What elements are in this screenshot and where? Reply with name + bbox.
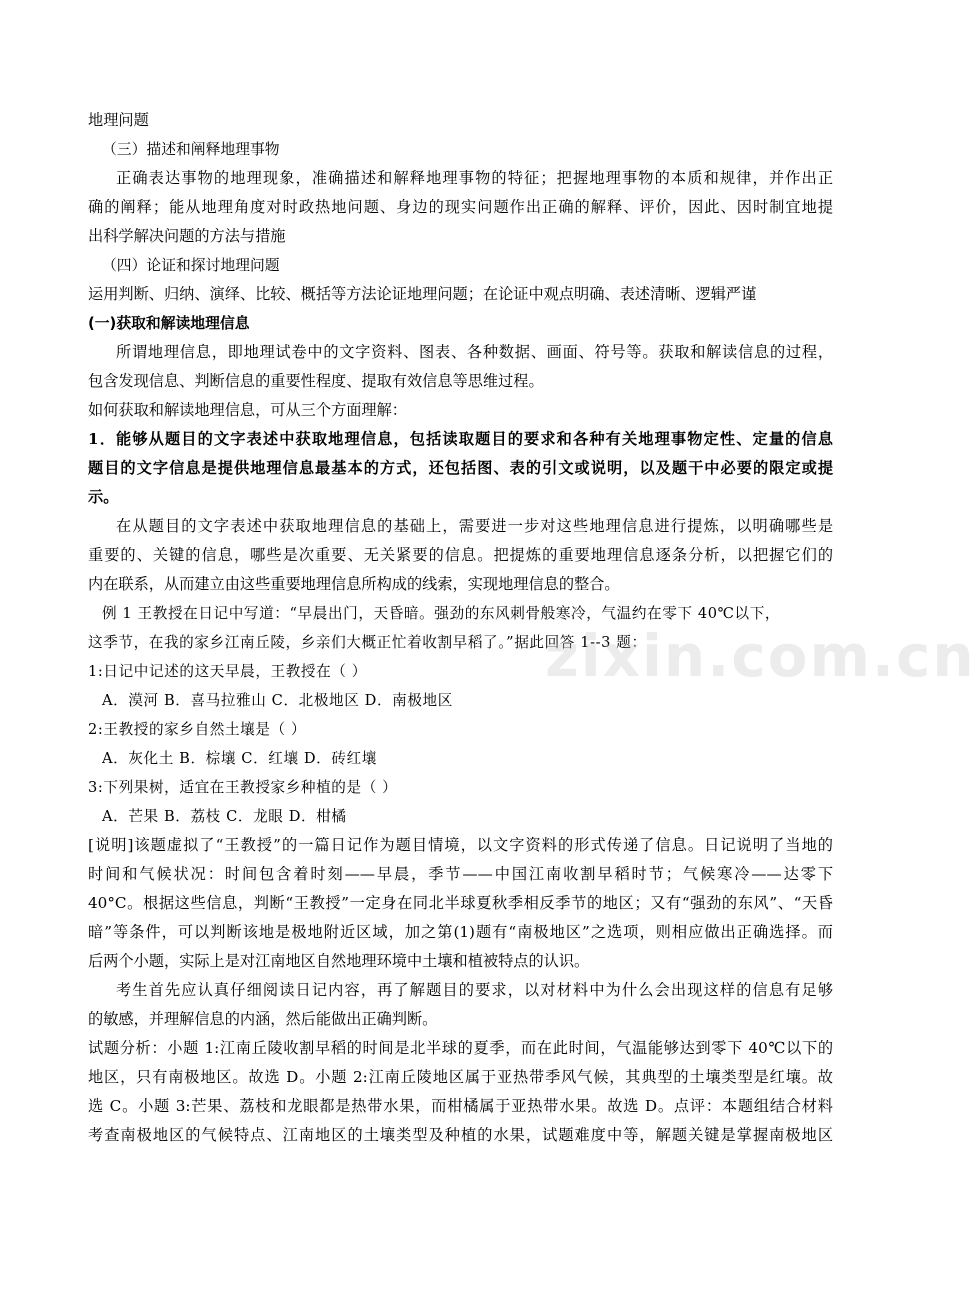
section-heading: (一)获取和解读地理信息 [88, 315, 250, 332]
question-line: 3:下列果树，适宜在王教授家乡种植的是（ ） [88, 779, 398, 796]
bold-line: 题目的文字信息是提供地理信息最基本的方式，还包括图、表的引文或说明，以及题干中必要的限定或提 [88, 459, 833, 477]
paragraph-line: 包含发现信息、判断信息的重要性程度、提取有效信息等思维过程。 [88, 372, 544, 390]
paragraph-line: 暗”等条件，可以判断该地是极地附近区域，加之第(1)题有“南极地区”之选项，则相应做出正确选择。而 [88, 923, 833, 941]
document-page [88, 106, 833, 1150]
bold-line: 1．能够从题目的文字表述中获取地理信息，包括读取题目的要求和各种有关地理事物定性、定量的信息 [88, 430, 833, 448]
options-line: A．灰化土 B．棕壤 C．红壤 D．砖红壤 [102, 750, 377, 767]
paragraph-line: [说明]该题虚拟了“王教授”的一篇日记作为题目情境，以文字资料的形式传递了信息。日记说明了当地的 [88, 836, 833, 854]
paragraph-line: 40°C。根据这些信息，判断“王教授”一定身在同北半球夏秋季相反季节的地区；又有“强劲的东风”、“天昏 [88, 894, 833, 912]
paragraph-line: 试题分析：小题 1:江南丘陵收割早稻的时间是北半球的夏季，而在此时间，气温能够达到零下 40℃以下的 [88, 1039, 833, 1057]
paragraph-line: 在从题目的文字表述中获取地理信息的基础上，需要进一步对这些地理信息进行提炼，以明确哪些是 [116, 517, 833, 535]
paragraph-line: 考查南极地区的气候特点、江南地区的土壤类型及种植的水果，试题难度中等，解题关键是掌握南极地区 [88, 1126, 833, 1144]
paragraph-line: 内在联系，从而建立由这些重要地理信息所构成的线索，实现地理信息的整合。 [88, 575, 620, 593]
paragraph-line: 运用判断、归纳、演绎、比较、概括等方法论证地理问题；在论证中观点明确、表述清晰、逻辑严谨 [88, 285, 757, 303]
paragraph-line: 地区，只有南极地区。故选 D。小题 2:江南丘陵地区属于亚热带季风气候，其典型的土壤类型是红壤。故 [88, 1068, 833, 1086]
question-line: 1:日记中记述的这天早晨，王教授在（ ） [88, 663, 367, 680]
paragraph-line: 后两个小题，实际上是对江南地区自然地理环境中土壤和植被特点的认识。 [88, 952, 590, 970]
example-line: 例 1 王教授在日记中写道：“早晨出门，天昏暗。强劲的东风刺骨般寒冷，气温约在零下 40℃以下， [102, 605, 781, 622]
text-line: 地理问题 [88, 111, 149, 129]
paragraph-line: 的敏感，并理解信息的内涵，然后能做出正确判断。 [88, 1010, 438, 1028]
options-line: A．漠河 B．喜马拉雅山 C．北极地区 D．南极地区 [102, 692, 453, 709]
section-heading: （四）论证和探讨地理问题 [102, 257, 280, 274]
watermark: zixin.com.cn [545, 622, 976, 690]
paragraph-line: 所谓地理信息，即地理试卷中的文字资料、图表、各种数据、画面、符号等。获取和解读信息的过程， [116, 343, 833, 361]
paragraph-line: 选 C。小题 3:芒果、荔枝和龙眼都是热带水果，而柑橘属于亚热带水果。故选 D。点评：本题组结合材料 [88, 1097, 833, 1115]
example-line: 这季节，在我的家乡江南丘陵，乡亲们大概正忙着收割早稻了。”据此回答 1--3 题： [88, 634, 647, 651]
options-line: A．芒果 B．荔枝 C．龙眼 D．柑橘 [102, 808, 347, 825]
paragraph-line: 重要的、关键的信息，哪些是次重要、无关紧要的信息。把提炼的重要地理信息逐条分析，以把握它们的 [88, 546, 833, 564]
paragraph-line: 出科学解决问题的方法与措施 [88, 227, 286, 245]
paragraph-line: 如何获取和解读地理信息，可从三个方面理解： [88, 401, 407, 419]
paragraph-line: 正确表达事物的地理现象，准确描述和解释地理事物的特征；把握地理事物的本质和规律，并作出正 [116, 169, 833, 187]
paragraph-line: 确的阐释；能从地理角度对时政热地问题、身边的现实问题作出正确的解释、评价，因此、因时制宜地提 [88, 198, 833, 216]
section-heading: （三）描述和阐释地理事物 [102, 141, 280, 158]
bold-line: 示。 [88, 488, 119, 506]
question-line: 2:王教授的家乡自然土壤是（ ） [88, 721, 307, 738]
paragraph-line: 时间和气候状况：时间包含着时刻——早晨，季节——中国江南收割早稻时节；气候寒冷——达零下 [88, 865, 833, 883]
paragraph-line: 考生首先应认真仔细阅读日记内容，再了解题目的要求，以对材料中为什么会出现这样的信息有足够 [116, 981, 833, 999]
